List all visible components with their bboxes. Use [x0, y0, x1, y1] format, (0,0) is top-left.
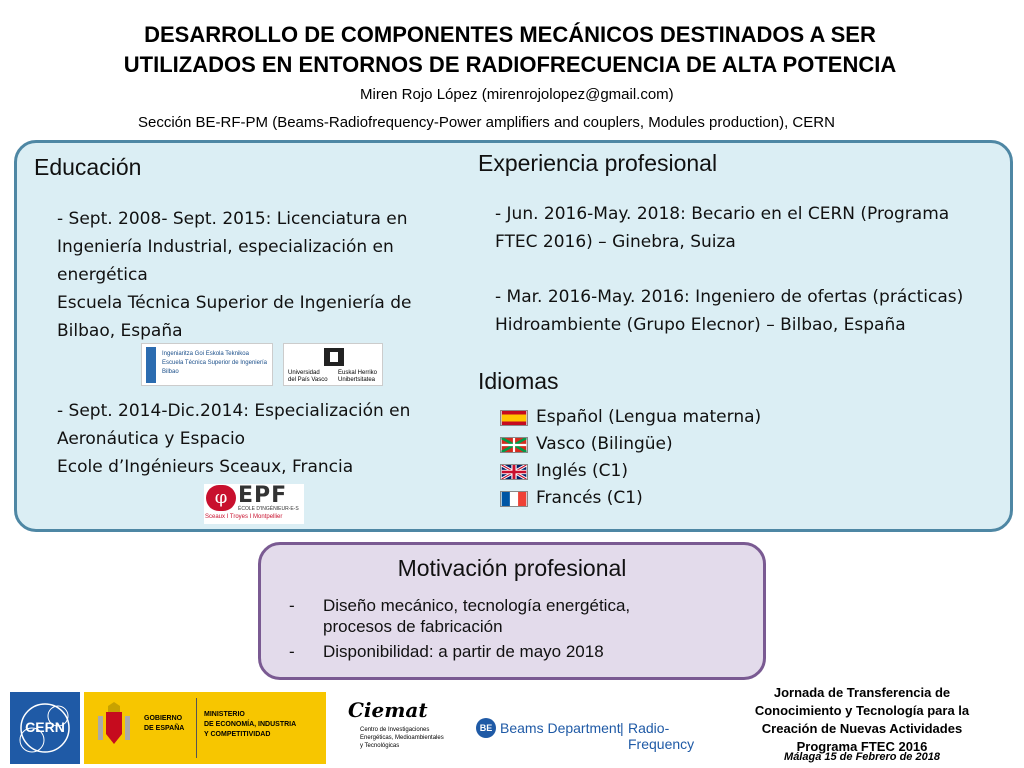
education-entry-2 — [57, 397, 410, 481]
ministerio-line: DE ECONOMÍA, INDUSTRIA — [204, 721, 297, 728]
ministerio-text — [204, 710, 296, 740]
upv-logo-line: del País Vasco — [288, 377, 328, 383]
upv-tree-icon — [284, 346, 384, 370]
cern-logo — [10, 692, 80, 764]
motivation-bullet: - — [289, 642, 295, 661]
event-date: Málaga 15 de Febrero de 2018 — [784, 751, 940, 763]
etsi-logo-line: Bilbao — [162, 369, 179, 375]
spain-government-logo — [84, 692, 326, 764]
separator: | — [620, 720, 624, 736]
experience-entry-2-line: Hidroambiente (Grupo Elecnor) – Bilbao, España — [495, 315, 906, 335]
etsi-logo-line: Escuela Técnica Superior de Ingeniería — [162, 360, 267, 366]
languages-heading: Idiomas — [478, 368, 559, 394]
event-line: Conocimiento y Tecnología para la — [754, 703, 970, 718]
upv-ehu-logo — [283, 343, 383, 386]
gobierno-line: GOBIERNO — [144, 715, 183, 722]
language-item: Francés (C1) — [536, 488, 643, 508]
motivation-bullet: - — [289, 596, 295, 615]
title-line-2: UTILIZADOS EN ENTORNOS DE RADIOFRECUENCIA DE ALTA POTENCIA — [123, 52, 897, 77]
education-entry-2-line: Aeronáutica y Espacio — [57, 429, 246, 449]
experience-heading: Experiencia profesional — [478, 150, 718, 176]
education-entry-1-line: energética — [57, 265, 148, 285]
ciemat-line: y Tecnológicas — [360, 743, 400, 749]
epf-cities: Sceaux I Troyes I Montpellier — [205, 514, 283, 520]
language-item: Inglés (C1) — [536, 461, 628, 481]
gobierno-text — [144, 714, 184, 734]
poster-title — [20, 20, 1000, 80]
event-info — [740, 684, 984, 756]
etsi-logo-line: Ingeniaritza Goi Eskola Teknikoa — [162, 351, 249, 357]
gobierno-line: DE ESPAÑA — [144, 725, 185, 732]
beams-dept-text: Beams Department — [500, 720, 621, 736]
experience-entry-1-line: - Jun. 2016-May. 2018: Becario en el CERN (Programa — [495, 204, 950, 224]
etsi-logo-mark — [146, 347, 156, 383]
event-line: Jornada de Transferencia de — [773, 685, 951, 700]
be-badge-icon: BE — [476, 718, 496, 738]
title-line-1: DESARROLLO DE COMPONENTES MECÁNICOS DESTINADOS A SER — [144, 22, 876, 47]
epf-brand: EPF — [238, 483, 288, 508]
ciemat-brand: Ciemat — [348, 698, 428, 722]
epf-phi-icon: φ — [206, 485, 236, 511]
motivation-panel — [258, 542, 766, 680]
upv-logo-line: Unibertsitatea — [338, 377, 376, 383]
education-entry-1-line: Escuela Técnica Superior de Ingeniería de — [57, 293, 412, 313]
experience-entry-2-line: - Mar. 2016-May. 2016: Ingeniero de ofertas (prácticas) — [495, 287, 964, 307]
ciemat-logo — [340, 692, 465, 764]
spain-coat-of-arms-icon — [94, 702, 134, 752]
etsi-bilbao-logo — [141, 343, 273, 386]
experience-entry-2 — [495, 283, 963, 339]
education-entry-2-line: Ecole d’Ingénieurs Sceaux, Francia — [57, 457, 354, 477]
upv-logo-line: Universidad — [288, 370, 320, 376]
uk-flag-icon — [500, 464, 528, 480]
education-entry-1 — [57, 205, 411, 345]
experience-entry-1-line: FTEC 2016) – Ginebra, Suiza — [495, 232, 736, 252]
france-flag-icon — [500, 491, 528, 507]
motivation-item-2: Disponibilidad: a partir de mayo 2018 — [323, 642, 604, 661]
ciemat-line: Centro de Investigaciones — [360, 727, 430, 733]
motivation-item-1-line: Diseño mecánico, tecnología energética, — [323, 596, 631, 615]
education-heading: Educación — [34, 154, 142, 180]
event-line: Programa FTEC 2016 — [796, 739, 928, 754]
motivation-item-1-line: procesos de fabricación — [323, 617, 503, 636]
ministerio-line: Y COMPETITIVIDAD — [204, 731, 271, 738]
ciemat-line: Energéticas, Medioambientales — [360, 735, 444, 741]
upv-logo-right — [338, 370, 377, 384]
education-entry-2-line: - Sept. 2014-Dic.2014: Especialización en — [57, 401, 411, 421]
ministerio-line: MINISTERIO — [204, 711, 245, 718]
experience-entry-1 — [495, 200, 949, 256]
language-item: Español (Lengua materna) — [536, 407, 762, 427]
epf-logo — [204, 484, 304, 524]
ciemat-subtitle — [360, 726, 444, 750]
education-entry-1-line: Ingeniería Industrial, especialización en — [57, 237, 394, 257]
section-line: Sección BE-RF-PM (Beams-Radiofrequency-Power amplifiers and couplers, Modules production), CERN — [138, 114, 835, 131]
radio-frequency-text: Radio-Frequency — [628, 720, 695, 752]
epf-sub: ÉCOLE D'INGÉNIEUR-E-S — [238, 506, 299, 512]
upv-logo-line: Euskal Herriko — [338, 370, 378, 376]
motivation-heading: Motivación profesional — [397, 555, 627, 581]
upv-logo-left — [288, 370, 328, 384]
divider — [196, 698, 197, 758]
spain-flag-icon — [500, 410, 528, 426]
basque-flag-icon — [500, 437, 528, 453]
etsi-logo-text — [162, 350, 267, 377]
education-entry-1-line: - Sept. 2008- Sept. 2015: Licenciatura en — [57, 209, 408, 229]
beams-department-logo — [464, 712, 734, 752]
cern-logo-text: CERN — [25, 719, 65, 735]
education-entry-1-line: Bilbao, España — [57, 321, 183, 341]
motivation-item-1 — [323, 595, 630, 637]
language-item: Vasco (Bilingüe) — [536, 434, 673, 454]
author-line: Miren Rojo López (mirenrojolopez@gmail.com) — [360, 86, 674, 103]
event-line: Creación de Nuevas Actividades — [761, 721, 963, 736]
